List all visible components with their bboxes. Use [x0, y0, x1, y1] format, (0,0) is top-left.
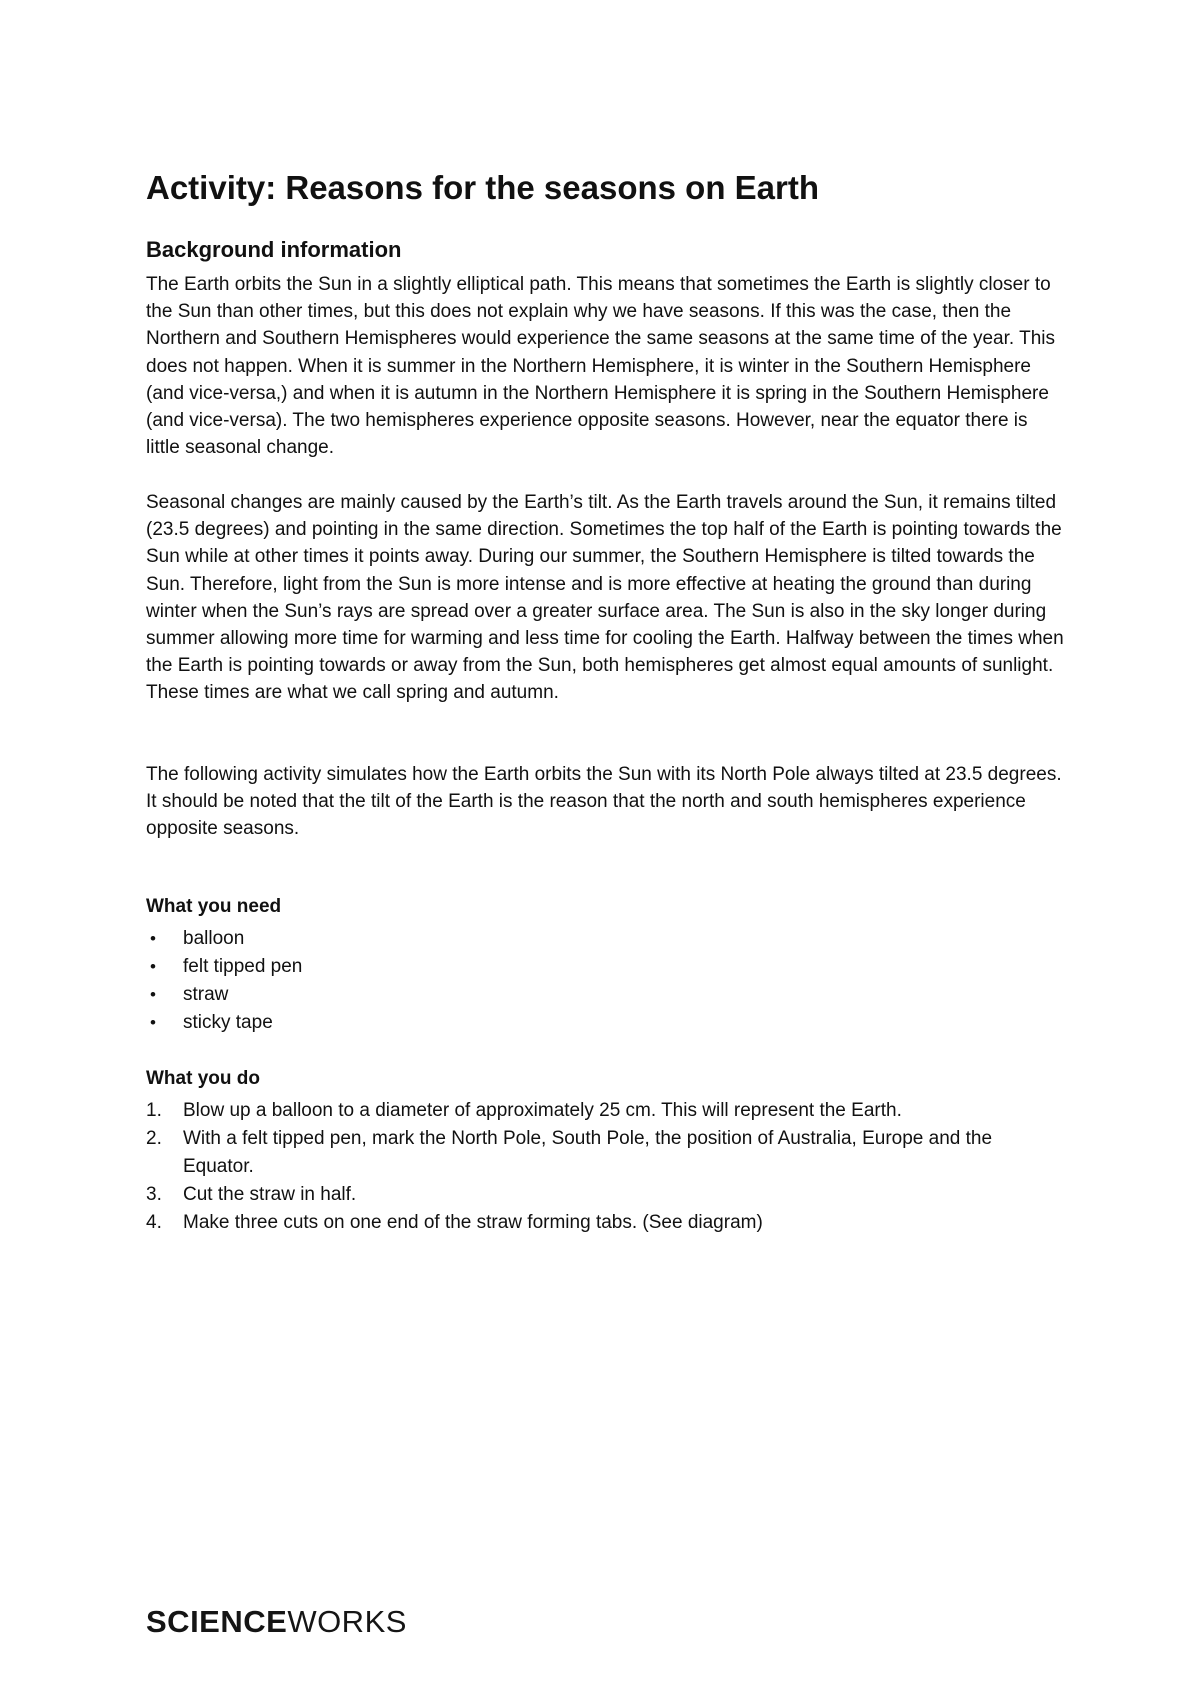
logo-regular-text: WORKS: [287, 1604, 407, 1639]
list-item: [146, 1209, 1066, 1237]
bullet-icon: •: [150, 957, 156, 976]
step-number: 3.: [146, 1184, 162, 1205]
step-number: 1.: [146, 1100, 162, 1121]
list-item: [146, 1181, 1066, 1209]
list-item: [146, 981, 302, 1009]
what-you-need-heading: What you need: [146, 896, 282, 917]
background-heading: Background information: [146, 237, 402, 262]
bullet-icon: •: [150, 929, 156, 948]
list-item: [146, 1125, 1066, 1181]
page-title: Activity: Reasons for the seasons on Earth: [146, 169, 820, 206]
list-item: [146, 1097, 1066, 1125]
list-item: [146, 925, 302, 953]
list-item: [146, 1009, 302, 1037]
step-text: With a felt tipped pen, mark the North Pole, South Pole, the position of Australia, Europe and the Equator.: [183, 1128, 993, 1177]
materials-list: [146, 925, 302, 1037]
steps-list: [146, 1097, 1066, 1237]
material-label: balloon: [183, 928, 245, 949]
bullet-icon: •: [150, 1013, 156, 1032]
list-item: [146, 953, 302, 981]
step-number: 4.: [146, 1212, 162, 1233]
material-label: sticky tape: [183, 1012, 273, 1033]
step-text: Blow up a balloon to a diameter of approximately 25 cm. This will represent the Earth.: [183, 1100, 902, 1121]
material-label: straw: [183, 984, 229, 1005]
step-text: Cut the straw in half.: [183, 1184, 357, 1205]
logo-bold-text: SCIENCE: [146, 1604, 288, 1639]
background-paragraph-3: The following activity simulates how the Earth orbits the Sun with its North Pole always tilted at 23.5 degrees. It should be noted that the tilt of the Earth is the reason that the north and south hemispheres experience opposite seasons.: [146, 764, 1062, 840]
step-number: 2.: [146, 1128, 162, 1149]
background-paragraph-2: Seasonal changes are mainly caused by the Earth’s tilt. As the Earth travels around the Sun, it remains tilted (23.5 degrees) and pointing in the same direction. Sometimes the top half of the Earth is pointing towards the Sun while at other times it points away. During our summer, the Southern Hemisphere is tilted towards the Sun. Therefore, light from the Sun is more intense and is more effective at heating the ground than during winter when the Sun’s rays are spread over a greater surface area. The Sun is also in the sky longer during summer allowing more time for warming and less time for cooling the Earth. Halfway between the times when the Earth is pointing towards or away from the Sun, both hemispheres get almost equal amounts of sunlight. These times are what we call spring and autumn.: [146, 492, 1064, 704]
what-you-do-heading: What you do: [146, 1068, 260, 1089]
step-text: Make three cuts on one end of the straw forming tabs. (See diagram): [183, 1212, 763, 1233]
background-paragraph-1: The Earth orbits the Sun in a slightly elliptical path. This means that sometimes the Earth is slightly closer to the Sun than other times, but this does not explain why we have seasons. If this was the case, then the Northern and Southern Hemispheres would experience the same seasons at the same time of the year. This does not happen. When it is summer in the Northern Hemisphere, it is winter in the Southern Hemisphere (and vice-versa,) and when it is autumn in the Northern Hemisphere it is spring in the Southern Hemisphere (and vice-versa). The two hemispheres experience opposite seasons. However, near the equator there is little seasonal change.: [146, 274, 1055, 459]
scienceworks-logo: [146, 1604, 407, 1640]
bullet-icon: •: [150, 985, 156, 1004]
material-label: felt tipped pen: [183, 956, 303, 977]
